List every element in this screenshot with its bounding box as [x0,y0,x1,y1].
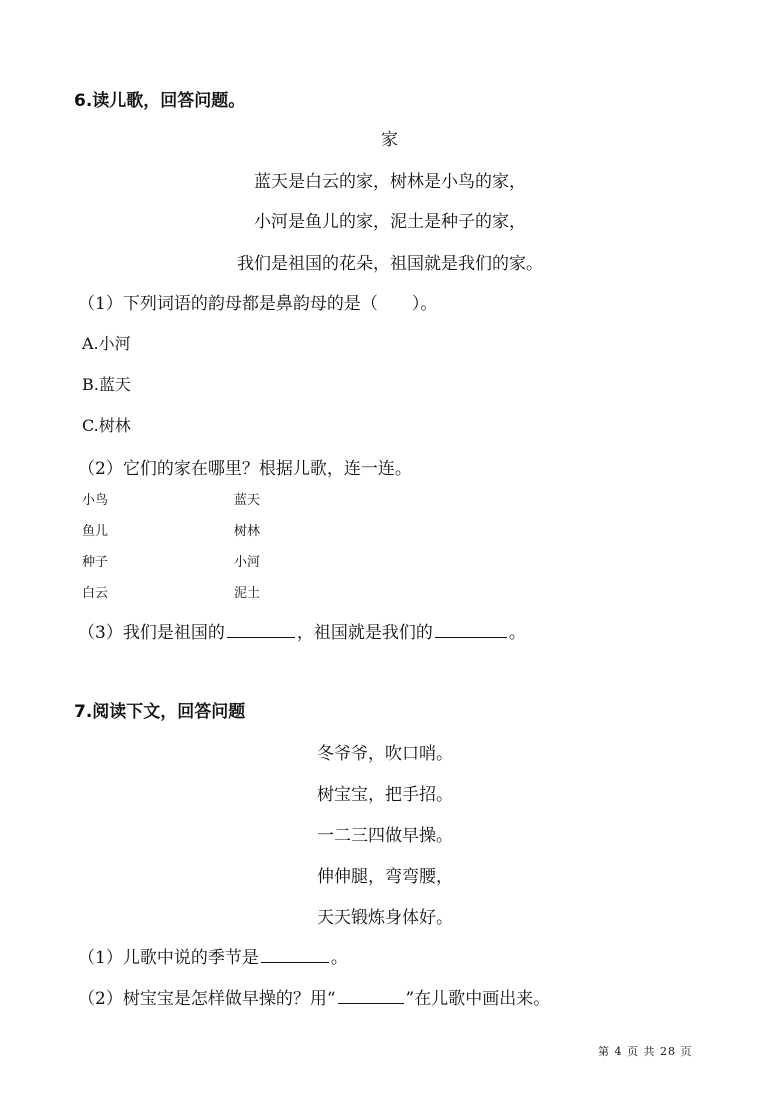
q7-poem-line-3: 一二三四做早操。 [317,826,453,846]
q6-heading: 6.读儿歌，回答问题。 [74,91,246,111]
match-right-4: 泥土 [234,586,261,601]
match-left-1: 小鸟 [82,493,109,508]
q7-poem-line-2: 树宝宝，把手招。 [317,785,453,805]
match-right-2: 树林 [234,524,261,539]
q6-sub3-text-a: （3）我们是祖国的 [78,623,225,643]
q7-sub1-text-b: 。 [330,948,348,968]
q7-sub1-text-a: （1）儿歌中说的季节是 [78,948,259,968]
match-left-3: 种子 [82,555,109,570]
q7-sub2-text-b: ”在儿歌中画出来。 [405,989,551,1009]
q6-sub2-question: （2）它们的家在哪里？根据儿歌，连一连。 [78,459,412,479]
q6-poem-title: 家 [381,130,398,150]
q6-sub3-question [78,618,526,643]
q7-poem-line-4: 伸伸腿，弯弯腰， [317,867,453,887]
page-footer: 第 4 页 共 28 页 [598,1045,693,1058]
q6-poem-line-2: 小河是鱼儿的家，泥土是种子的家， [254,212,526,232]
q7-sub2-blank[interactable] [338,987,404,1004]
match-left-4: 白云 [82,586,109,601]
q6-sub1-question: （1）下列词语的韵母都是鼻韵母的是（ ）。 [78,294,438,314]
q7-sub1-question [78,943,348,968]
q7-sub1-blank[interactable] [261,946,329,963]
q6-sub3-blank-2[interactable] [435,621,507,638]
q6-sub3-text-b: ，祖国就是我们的 [296,623,433,643]
q7-heading: 7.阅读下文，回答问题 [74,702,246,722]
match-right-3: 小河 [234,555,261,570]
q6-sub3-text-c: 。 [508,623,526,643]
q7-poem-line-5: 天天锻炼身体好。 [317,908,453,928]
q7-sub2-question [78,984,550,1009]
q6-poem-line-1: 蓝天是白云的家，树林是小鸟的家， [254,172,526,192]
q6-poem-line-3: 我们是祖国的花朵，祖国就是我们的家。 [237,254,543,274]
match-right-1: 蓝天 [234,493,261,508]
q6-sub3-blank-1[interactable] [227,621,295,638]
q7-poem-line-1: 冬爷爷，吹口哨。 [317,744,453,764]
q6-option-b: B.蓝天 [82,375,131,394]
q6-option-c: C.树林 [82,416,131,435]
q6-option-a: A.小河 [82,334,131,353]
match-left-2: 鱼儿 [82,524,109,539]
q7-sub2-text-a: （2）树宝宝是怎样做早操的？用“ [78,989,336,1009]
